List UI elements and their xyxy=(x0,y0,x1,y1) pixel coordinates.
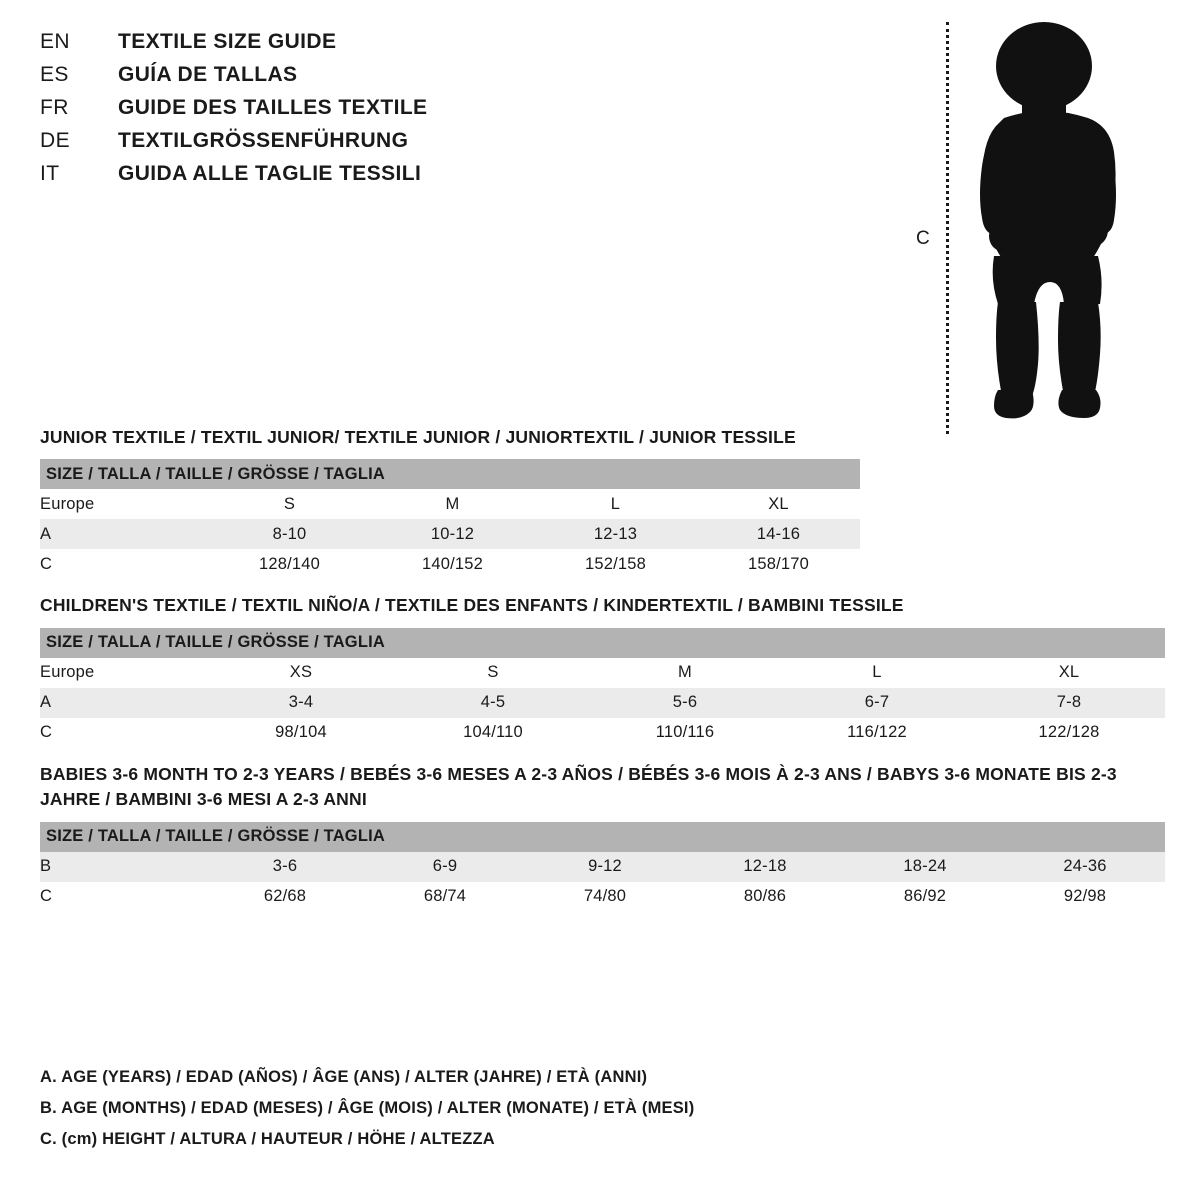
language-title: TEXTILGRÖSSENFÜHRUNG xyxy=(118,129,409,152)
footnote-c: C. (cm) HEIGHT / ALTURA / HAUTEUR / HÖHE / ALTEZZA xyxy=(40,1130,495,1148)
language-code: FR xyxy=(40,96,69,119)
cell: M xyxy=(371,489,534,519)
table-row xyxy=(40,549,860,579)
cell: 158/170 xyxy=(697,549,860,579)
cell: 92/98 xyxy=(1005,882,1165,912)
cell: XS xyxy=(205,658,397,688)
cell: 74/80 xyxy=(525,882,685,912)
cell: 86/92 xyxy=(845,882,1005,912)
language-title: GUIDA ALLE TAGLIE TESSILI xyxy=(118,162,422,185)
table-row xyxy=(40,658,1165,688)
size-tables-container xyxy=(40,425,1165,926)
cell: 7-8 xyxy=(973,688,1165,718)
language-title: TEXTILE SIZE GUIDE xyxy=(118,30,337,53)
footnote-b: B. AGE (MONTHS) / EDAD (MESES) / ÂGE (MOIS) / ALTER (MONATE) / ETÀ (MESI) xyxy=(40,1099,695,1117)
language-code: ES xyxy=(40,63,69,86)
table-row xyxy=(40,519,860,549)
section-junior xyxy=(40,425,1165,579)
table-row xyxy=(40,882,1165,912)
table-row xyxy=(40,688,1165,718)
cell: 116/122 xyxy=(781,718,973,748)
table-row xyxy=(40,822,1165,852)
cell: XL xyxy=(697,489,860,519)
table-header-label: SIZE / TALLA / TAILLE / GRÖSSE / TAGLIA xyxy=(40,822,1165,852)
cell: 14-16 xyxy=(697,519,860,549)
cell: M xyxy=(589,658,781,688)
row-label: C xyxy=(40,882,205,912)
cell: 4-5 xyxy=(397,688,589,718)
cell: 6-7 xyxy=(781,688,973,718)
language-code: IT xyxy=(40,162,60,185)
table-row xyxy=(40,628,1165,658)
cell: 3-4 xyxy=(205,688,397,718)
cell: 140/152 xyxy=(371,549,534,579)
cell: 24-36 xyxy=(1005,852,1165,882)
cell: L xyxy=(781,658,973,688)
section-babies xyxy=(40,762,1165,912)
language-title: GUIDE DES TAILLES TEXTILE xyxy=(118,96,428,119)
cell: 68/74 xyxy=(365,882,525,912)
section-title-children: CHILDREN'S TEXTILE / TEXTIL NIÑO/A / TEXTILE DES ENFANTS / KINDERTEXTIL / BAMBINI TESSILE xyxy=(40,595,904,616)
height-measurement-figure xyxy=(900,10,1160,430)
cell: 10-12 xyxy=(371,519,534,549)
cell: 62/68 xyxy=(205,882,365,912)
cell: XL xyxy=(973,658,1165,688)
table-row xyxy=(40,489,860,519)
cell: S xyxy=(208,489,371,519)
row-label: C xyxy=(40,549,208,579)
toddler-silhouette-icon xyxy=(948,18,1148,443)
row-label: C xyxy=(40,718,205,748)
language-row xyxy=(40,96,680,120)
cell: 104/110 xyxy=(397,718,589,748)
cell: 12-18 xyxy=(685,852,845,882)
measurement-label-c: C xyxy=(916,228,930,249)
cell: 18-24 xyxy=(845,852,1005,882)
language-code: DE xyxy=(40,129,70,152)
cell: 128/140 xyxy=(208,549,371,579)
table-children xyxy=(40,628,1165,748)
cell: S xyxy=(397,658,589,688)
row-label: A xyxy=(40,519,208,549)
section-title-junior: JUNIOR TEXTILE / TEXTIL JUNIOR/ TEXTILE JUNIOR / JUNIORTEXTIL / JUNIOR TESSILE xyxy=(40,427,796,447)
cell: 5-6 xyxy=(589,688,781,718)
language-row xyxy=(40,162,680,186)
language-row xyxy=(40,129,680,153)
row-label: Europe xyxy=(40,489,208,519)
language-row xyxy=(40,30,680,54)
cell: 12-13 xyxy=(534,519,697,549)
cell: 122/128 xyxy=(973,718,1165,748)
table-header-label: SIZE / TALLA / TAILLE / GRÖSSE / TAGLIA xyxy=(40,459,860,489)
table-header-label: SIZE / TALLA / TAILLE / GRÖSSE / TAGLIA xyxy=(40,628,1165,658)
section-children xyxy=(40,593,1165,747)
section-title-babies: BABIES 3-6 MONTH TO 2-3 YEARS / BEBÉS 3-6 MESES A 2-3 AÑOS / BÉBÉS 3-6 MOIS À 2-3 ANS / BABYS 3-6 MONATE BIS 2-3 JAHRE / BAMBINI 3-6 MESI A 2-3 ANNI xyxy=(40,763,1117,810)
cell: 152/158 xyxy=(534,549,697,579)
language-title: GUÍA DE TALLAS xyxy=(118,63,298,86)
cell: 3-6 xyxy=(205,852,365,882)
cell: 6-9 xyxy=(365,852,525,882)
language-title-block xyxy=(40,30,680,195)
table-junior xyxy=(40,459,860,579)
table-row xyxy=(40,459,860,489)
cell: 110/116 xyxy=(589,718,781,748)
language-row xyxy=(40,63,680,87)
row-label: A xyxy=(40,688,205,718)
cell: 98/104 xyxy=(205,718,397,748)
language-code: EN xyxy=(40,30,70,53)
table-row xyxy=(40,852,1165,882)
cell: 9-12 xyxy=(525,852,685,882)
footnote-a: A. AGE (YEARS) / EDAD (AÑOS) / ÂGE (ANS) / ALTER (JAHRE) / ETÀ (ANNI) xyxy=(40,1068,648,1086)
legend-footnotes xyxy=(40,1068,1040,1161)
table-row xyxy=(40,718,1165,748)
row-label: B xyxy=(40,852,205,882)
cell: 8-10 xyxy=(208,519,371,549)
cell: 80/86 xyxy=(685,882,845,912)
cell: L xyxy=(534,489,697,519)
table-babies xyxy=(40,822,1165,912)
row-label: Europe xyxy=(40,658,205,688)
